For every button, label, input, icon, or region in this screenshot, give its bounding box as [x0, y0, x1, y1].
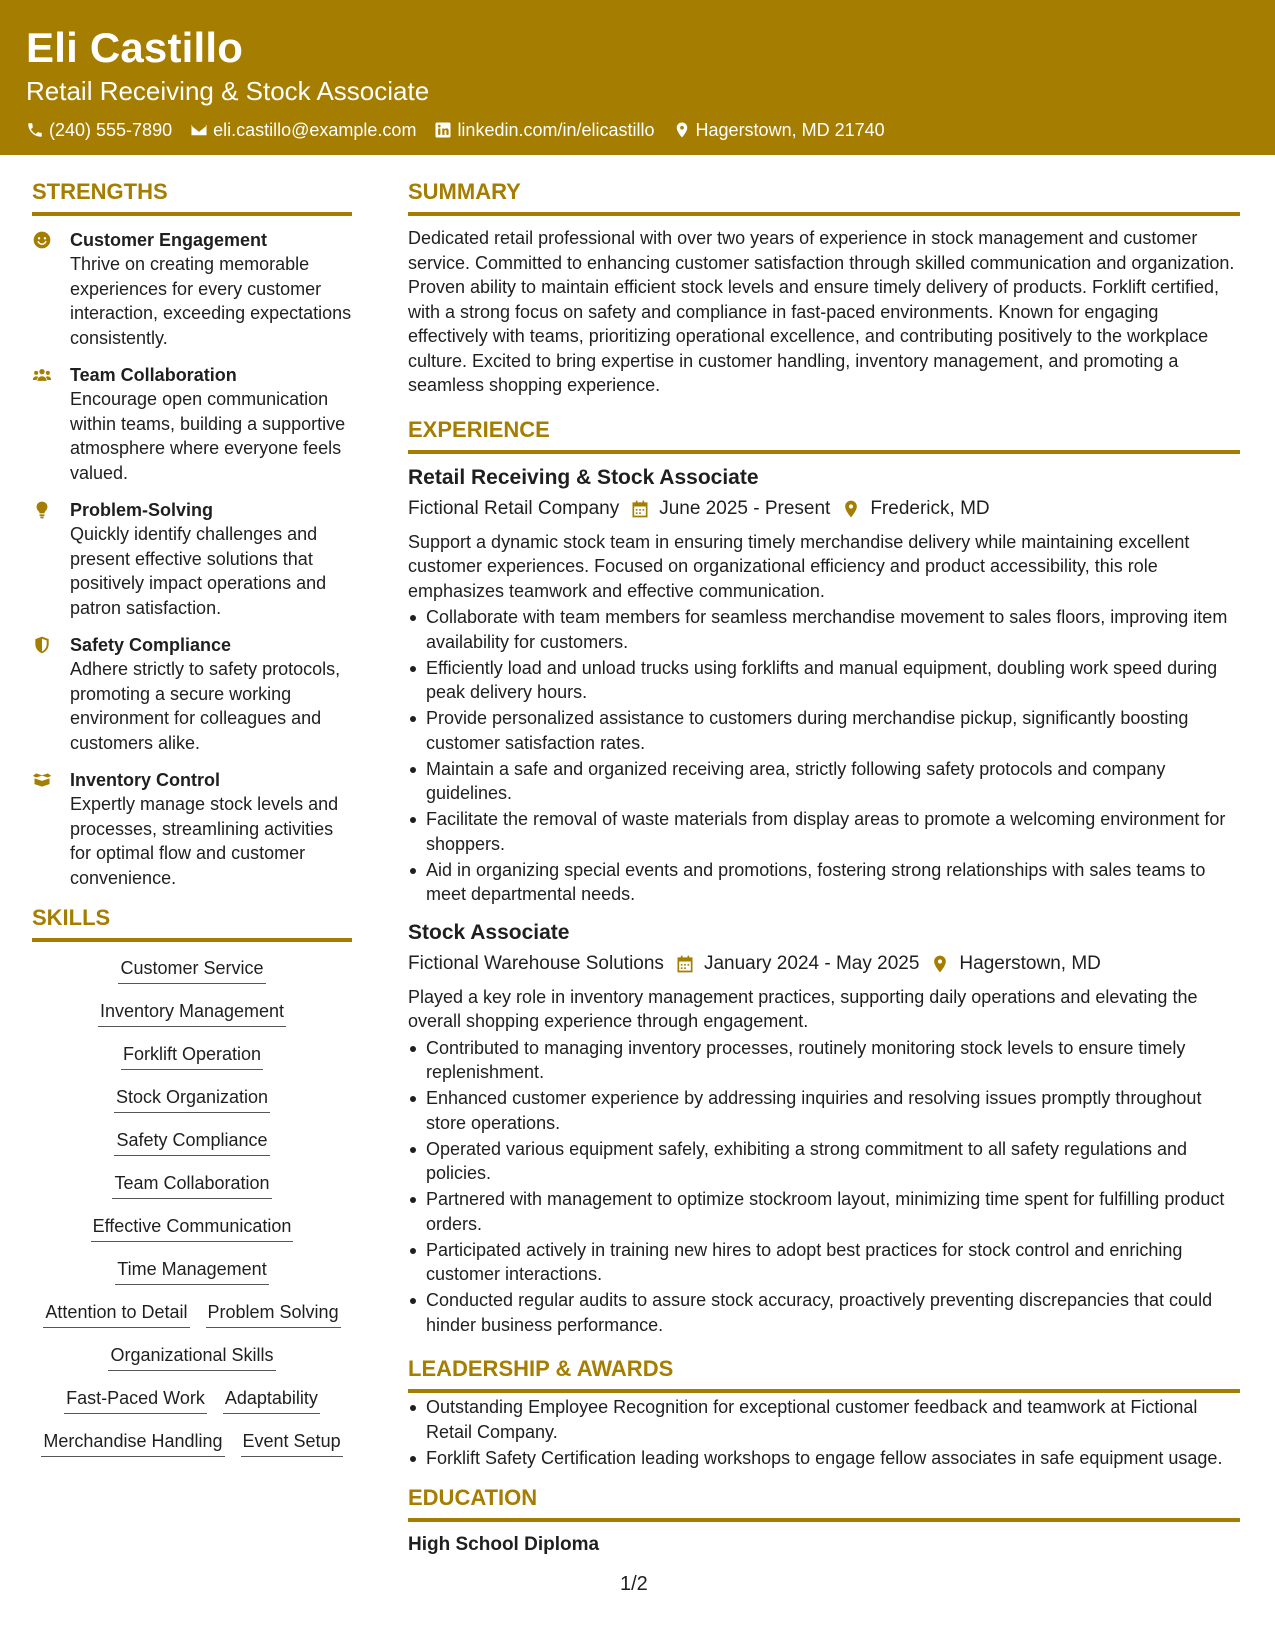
strength-item — [32, 228, 352, 350]
strength-title: Team Collaboration — [70, 365, 237, 385]
strength-desc: Thrive on creating memorable experiences for every customer interaction, exceeding expectations consistently. — [70, 254, 352, 348]
job-bullets — [408, 1036, 1240, 1338]
envelope-icon — [190, 121, 208, 139]
strength-desc: Quickly identify challenges and present effective solutions that positively impact operations and patron satisfaction. — [70, 524, 327, 618]
contact-bar — [26, 118, 1249, 142]
job-title: Stock Associate — [408, 920, 570, 944]
bullet-item: Partnered with management to optimize stockroom layout, minimizing time spent for fulfilling product orders. — [408, 1187, 1240, 1236]
awards-heading: LEADERSHIP & AWARDS — [408, 1355, 1240, 1393]
summary-heading: SUMMARY — [408, 178, 1240, 216]
job-entry — [408, 919, 1240, 1338]
strength-desc: Encourage open communication within teams, building a supportive atmosphere where everyone feels valued. — [70, 389, 346, 483]
boxes-icon — [32, 770, 52, 790]
location-text: Hagerstown, MD 21740 — [695, 120, 885, 140]
job-description: Played a key role in inventory management practices, supporting daily operations and elevating the overall shopping experience through engagement. — [408, 986, 1198, 1031]
skill-tag: Inventory Management — [98, 999, 286, 1027]
job-company: Fictional Retail Company — [408, 497, 620, 519]
job-meta — [408, 949, 1240, 979]
skill-tag: Team Collaboration — [112, 1171, 271, 1199]
skill-tag: Fast-Paced Work — [64, 1386, 207, 1414]
right-column — [408, 178, 1240, 1558]
strengths-list — [32, 228, 352, 890]
summary-text: Dedicated retail professional with over two years of experience in stock management and customer service. Committed to enhancing customer satisfaction through skilled communication and organization. Proven ability to maintain efficient stock levels and ensure timely delivery of products. Forklift certified, with a strong focus on safety and compliance in fast-paced environments. Known for engaging effectively with teams, prioritizing operational excellence, and contributing positively to the workplace culture. Excited to bring expertise in customer handling, inventory management, and promoting a seamless shopping experience. — [408, 228, 1235, 395]
phone-text: (240) 555-7890 — [49, 120, 173, 140]
page-number: 1/2 — [620, 1573, 648, 1595]
job-company: Fictional Warehouse Solutions — [408, 952, 664, 974]
skill-tag: Adaptability — [223, 1386, 320, 1414]
job-bullets — [408, 605, 1240, 907]
strength-title: Customer Engagement — [70, 230, 268, 250]
education-item: High School Diploma — [408, 1534, 600, 1555]
skill-tag: Event Setup — [241, 1429, 343, 1457]
calendar-icon — [630, 499, 650, 519]
shield-icon — [32, 635, 52, 655]
linkedin-text: linkedin.com/in/elicastillo — [457, 120, 655, 140]
strength-desc: Adhere strictly to safety protocols, promoting a secure working environment for colleagues and customers alike. — [70, 659, 341, 753]
experience-heading: EXPERIENCE — [408, 416, 1240, 454]
bullet-item: Provide personalized assistance to customers during merchandise pickup, significantly boosting customer satisfaction rates. — [408, 706, 1240, 755]
strength-title: Inventory Control — [70, 770, 221, 790]
awards-list — [408, 1395, 1240, 1470]
bullet-item: Collaborate with team members for seamless merchandise movement to sales floors, improving item availability for customers. — [408, 605, 1240, 654]
email-text: eli.castillo@example.com — [213, 120, 417, 140]
bullet-item: Maintain a safe and organized receiving area, strictly following safety protocols and company guidelines. — [408, 757, 1240, 806]
skill-tag: Problem Solving — [206, 1300, 341, 1328]
skill-tag: Stock Organization — [114, 1085, 270, 1113]
map-pin-icon — [673, 121, 691, 139]
candidate-name: Eli Castillo — [26, 24, 244, 71]
award-item: Outstanding Employee Recognition for exceptional customer feedback and teamwork at Fictional Retail Company. — [408, 1395, 1240, 1444]
phone-icon — [26, 121, 44, 139]
contact-linkedin[interactable] — [434, 118, 654, 142]
left-column — [32, 178, 352, 1472]
bullet-item: Participated actively in training new hires to adopt best practices for stock control and enriching customer interactions. — [408, 1238, 1240, 1287]
contact-location — [673, 118, 885, 142]
award-item: Forklift Safety Certification leading workshops to engage fellow associates in safe equipment usage. — [408, 1446, 1240, 1471]
bullet-item: Facilitate the removal of waste materials from display areas to promote a welcoming environment for shoppers. — [408, 807, 1240, 856]
strength-item — [32, 363, 352, 485]
candidate-title: Retail Receiving & Stock Associate — [26, 76, 430, 106]
strength-item — [32, 633, 352, 755]
skill-tag: Safety Compliance — [114, 1128, 269, 1156]
job-location: Hagerstown, MD — [959, 952, 1101, 974]
job-description: Support a dynamic stock team in ensuring timely merchandise delivery while maintaining excellent customer experiences. Focused on organizational efficiency and product accessibility, this role emphasizes teamwork and effective communication. — [408, 531, 1190, 601]
bullet-item: Efficiently load and unload trucks using forklifts and manual equipment, doubling work speed during peak delivery hours. — [408, 656, 1240, 705]
skill-tag: Merchandise Handling — [41, 1429, 224, 1457]
map-pin-icon — [930, 954, 950, 974]
job-entry — [408, 464, 1240, 907]
map-pin-icon — [841, 499, 861, 519]
job-title: Retail Receiving & Stock Associate — [408, 465, 759, 489]
smile-icon — [32, 230, 52, 250]
skill-tag: Effective Communication — [91, 1214, 294, 1242]
strength-title: Problem-Solving — [70, 500, 214, 520]
skill-tag: Customer Service — [118, 956, 265, 984]
skill-tag: Organizational Skills — [108, 1343, 275, 1371]
job-meta — [408, 494, 1240, 524]
education-heading: EDUCATION — [408, 1484, 1240, 1522]
users-icon — [32, 365, 52, 385]
linkedin-icon — [434, 121, 452, 139]
job-dates: January 2024 - May 2025 — [703, 952, 920, 974]
contact-email[interactable] — [190, 118, 416, 142]
calendar-icon — [675, 954, 695, 974]
contact-phone[interactable] — [26, 118, 172, 142]
strength-item — [32, 498, 352, 620]
strength-item — [32, 768, 352, 890]
skill-tag: Forklift Operation — [121, 1042, 263, 1070]
skills-list — [32, 956, 352, 1457]
job-dates: June 2025 - Present — [659, 497, 831, 519]
strengths-heading: STRENGTHS — [32, 178, 352, 216]
bullet-item: Conducted regular audits to assure stock accuracy, proactively preventing discrepancies that could hinder business performance. — [408, 1288, 1240, 1337]
bullet-item: Enhanced customer experience by addressing inquiries and resolving issues promptly throughout store operations. — [408, 1086, 1240, 1135]
strength-title: Safety Compliance — [70, 635, 232, 655]
lightbulb-icon — [32, 500, 52, 520]
bullet-item: Operated various equipment safely, exhibiting a strong commitment to all safety regulations and policies. — [408, 1137, 1240, 1186]
skill-tag: Time Management — [115, 1257, 268, 1285]
bullet-item: Aid in organizing special events and promotions, fostering strong relationships with sales teams to meet departmental needs. — [408, 858, 1240, 907]
skills-heading: SKILLS — [32, 904, 352, 942]
resume-header — [0, 0, 1275, 155]
job-location: Frederick, MD — [870, 497, 990, 519]
strength-desc: Expertly manage stock levels and processes, streamlining activities for optimal flow and customer convenience. — [70, 794, 339, 888]
skill-tag: Attention to Detail — [43, 1300, 189, 1328]
bullet-item: Contributed to managing inventory processes, routinely monitoring stock levels to ensure timely replenishment. — [408, 1036, 1240, 1085]
